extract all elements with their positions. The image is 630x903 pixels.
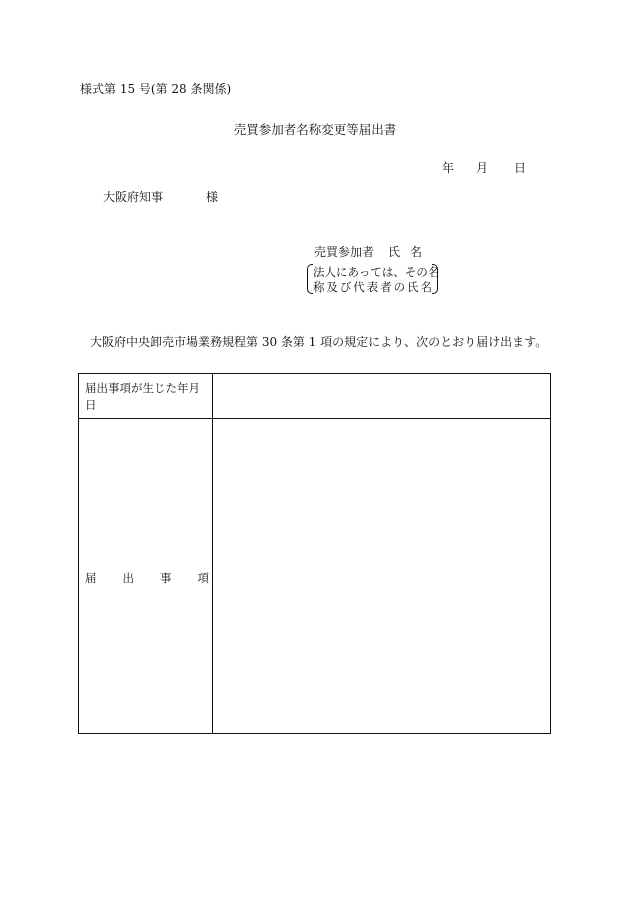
applicant-label bbox=[314, 243, 432, 260]
form-number: 様式第 15 号(第 28 条関係) bbox=[80, 82, 232, 96]
notification-items-field[interactable] bbox=[213, 419, 550, 733]
occurrence-date-field[interactable] bbox=[213, 374, 550, 418]
date-day-label: 日 bbox=[514, 161, 527, 175]
document-title: 売買参加者名称変更等届出書 bbox=[233, 122, 397, 137]
occurrence-date-label: 届出事項が生じた年月日 bbox=[85, 381, 200, 412]
addressee bbox=[103, 188, 218, 205]
notification-items-label bbox=[85, 570, 209, 586]
bracket-note-line-2: 称及び代表者の氏名 bbox=[313, 280, 432, 294]
applicant-role-label: 売買参加者 bbox=[314, 245, 375, 259]
applicant-bracket-note bbox=[307, 264, 438, 294]
date-month-label: 月 bbox=[476, 161, 489, 175]
notification-items-char: 項 bbox=[197, 571, 209, 585]
addressee-title: 大阪府知事 bbox=[103, 190, 164, 204]
applicant-name-label: 氏名 bbox=[388, 245, 433, 259]
notification-table bbox=[78, 373, 551, 734]
notification-items-char: 出 bbox=[122, 571, 134, 585]
date-line bbox=[442, 159, 526, 176]
addressee-honorific: 様 bbox=[206, 190, 219, 204]
bracket-note-line-1: 法人にあっては、その名 bbox=[313, 265, 440, 279]
date-year-label: 年 bbox=[442, 161, 455, 175]
notification-items-char: 事 bbox=[160, 571, 172, 585]
statement-text: 大阪府中央卸売市場業務規程第 30 条第 1 項の規定により、次のとおり届け出ます。 bbox=[90, 335, 548, 349]
notification-items-char: 届 bbox=[85, 571, 97, 585]
